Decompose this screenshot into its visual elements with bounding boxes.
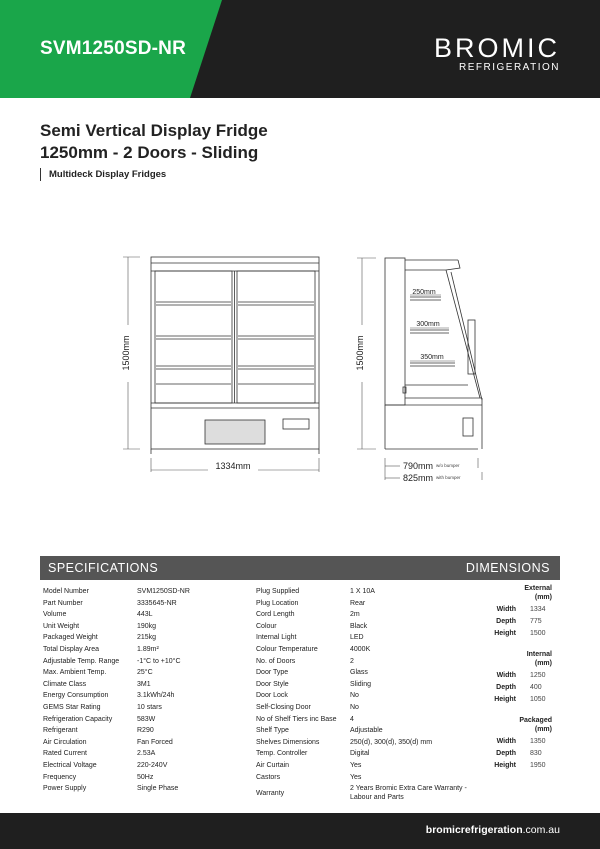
spec-value: 2: [350, 657, 354, 665]
spec-value: 583W: [137, 715, 156, 723]
spec-value: 10 stars: [137, 703, 162, 711]
spec-row: [256, 783, 471, 805]
product-title: [40, 120, 268, 164]
spec-value: 25°C: [137, 669, 153, 677]
spec-value: 215kg: [137, 634, 157, 642]
front-width-label: 1334mm: [215, 461, 251, 471]
spec-value: 4000K: [350, 645, 371, 653]
spec-row: [256, 737, 471, 749]
specifications-heading: SPECIFICATIONS: [48, 561, 159, 575]
dimension-value: 775: [530, 618, 542, 625]
dimension-row-depth: [490, 682, 560, 694]
dimensions-heading: DIMENSIONS: [465, 561, 550, 575]
dimension-value: 400: [530, 684, 542, 691]
dimension-row-width: [490, 670, 560, 682]
dimension-label: Width: [496, 606, 516, 613]
dimension-group: [490, 584, 560, 640]
product-category: Multideck Display Fridges: [40, 168, 166, 181]
dimension-label: Depth: [496, 750, 516, 757]
spec-label: Shelf Type: [256, 727, 289, 735]
spec-row: [43, 644, 248, 656]
spec-value: 1.89m²: [137, 645, 159, 653]
spec-label: Castors: [256, 773, 281, 781]
spec-value: Digital: [350, 750, 370, 758]
spec-value: Glass: [350, 669, 368, 677]
technical-drawing: [0, 240, 600, 490]
spec-value: Yes: [350, 773, 362, 781]
spec-label: Colour: [256, 622, 277, 630]
spec-label: No of Shelf Tiers inc Base: [256, 715, 337, 723]
depth-with-bumper: 825mm: [403, 473, 434, 483]
spec-row: [43, 598, 248, 610]
spec-value: Yes: [350, 761, 362, 769]
spec-row: [256, 609, 471, 621]
spec-row: [43, 632, 248, 644]
spec-value: [350, 784, 467, 805]
dimension-row-height: [490, 760, 560, 772]
spec-row: [43, 725, 248, 737]
spec-label: Rated Current: [43, 750, 87, 758]
title-line-1: Semi Vertical Display Fridge: [40, 121, 268, 140]
spec-row: [256, 748, 471, 760]
spec-row: [43, 783, 248, 795]
depth-without-bumper-note: w/o bumper: [436, 463, 460, 468]
dimension-value: 1050: [530, 696, 546, 703]
side-height-label: 1500mm: [355, 335, 365, 371]
spec-label: Part Number: [43, 599, 83, 607]
website-link[interactable]: [426, 824, 560, 836]
spec-label: Warranty: [256, 790, 285, 798]
spec-row: [256, 644, 471, 656]
brand-logo: [434, 34, 560, 74]
dimension-label: Depth: [496, 684, 516, 691]
shelf-2-depth: 300mm: [416, 321, 440, 328]
dimension-group-title: Internal: [526, 651, 552, 658]
dimension-group-title: (mm): [534, 726, 552, 733]
brand-subtitle: REFRIGERATION: [459, 62, 560, 73]
spec-value: Sliding: [350, 680, 372, 688]
dimension-label: Depth: [496, 618, 516, 625]
spec-row: [43, 667, 248, 679]
spec-value: 1 X 10A: [350, 588, 375, 595]
dimension-row-depth: [490, 748, 560, 760]
website-domain: .com.au: [522, 824, 560, 836]
dimension-group: [490, 650, 560, 706]
spec-row: [43, 679, 248, 691]
spec-row: [256, 702, 471, 714]
spec-value: No: [350, 703, 359, 711]
spec-value: 190kg: [137, 622, 157, 630]
spec-value: 220-240V: [137, 761, 168, 769]
spec-label: Air Circulation: [43, 738, 87, 746]
spec-label: Electrical Voltage: [43, 761, 97, 769]
side-depth-dimension: [385, 458, 482, 480]
depth-with-bumper-note: with bumper: [436, 475, 461, 480]
spec-label: No. of Doors: [256, 657, 296, 665]
spec-label: Refrigeration Capacity: [43, 715, 113, 723]
spec-header-bar: [40, 556, 560, 580]
depth-without-bumper: 790mm: [403, 461, 434, 471]
spec-row: [43, 748, 248, 760]
spec-value: Fan Forced: [137, 738, 173, 746]
spec-row: [256, 772, 471, 784]
brand-name: BROMIC: [434, 33, 560, 63]
dimension-group-title: External: [524, 585, 552, 592]
spec-label: Colour Temperature: [256, 645, 318, 653]
dimension-label: Height: [494, 696, 516, 703]
spec-row: [43, 586, 248, 598]
spec-value: Black: [350, 622, 368, 630]
dimension-row-width: [490, 736, 560, 748]
dimension-group-title: (mm): [534, 660, 552, 667]
spec-label: GEMS Star Rating: [43, 703, 101, 711]
specs-column-1: [43, 586, 248, 795]
header-banner: [0, 0, 600, 98]
shelf-1-depth: 250mm: [412, 289, 436, 296]
spec-row: [256, 690, 471, 702]
spec-label: Model Number: [43, 588, 89, 595]
spec-value: 3335645-NR: [137, 599, 177, 607]
dimension-label: Width: [496, 738, 516, 745]
spec-row: [256, 656, 471, 668]
spec-row: [43, 737, 248, 749]
spec-value: Single Phase: [137, 785, 179, 793]
dimension-value: 1334: [530, 606, 546, 613]
spec-row: [256, 725, 471, 737]
spec-value: R290: [137, 727, 154, 735]
spec-value: No: [350, 692, 359, 700]
dimension-value: 1250: [530, 672, 546, 679]
spec-label: Door Lock: [256, 692, 288, 700]
spec-label: Refrigerant: [43, 727, 78, 735]
spec-value-line: Labour and Parts: [350, 794, 404, 802]
spec-row: [43, 690, 248, 702]
spec-label: Door Type: [256, 669, 289, 677]
spec-row: [256, 679, 471, 691]
dimension-row-width: [490, 604, 560, 616]
spec-label: Climate Class: [43, 680, 87, 688]
specs-column-2: [256, 586, 471, 805]
shelf-dimension-lines: [410, 295, 455, 361]
spec-row: [43, 772, 248, 784]
spec-label: Temp. Controller: [256, 750, 308, 758]
spec-label: Adjustable Temp. Range: [43, 657, 120, 665]
spec-row: [256, 760, 471, 772]
spec-value: Adjustable: [350, 727, 383, 735]
footer-bar: [0, 813, 600, 849]
spec-row: [43, 702, 248, 714]
spec-row: [256, 598, 471, 610]
spec-value: 3M1: [137, 680, 151, 688]
spec-value: LED: [350, 634, 364, 642]
spec-row: [256, 667, 471, 679]
spec-row: [43, 609, 248, 621]
spec-value: 4: [350, 715, 354, 723]
dimension-group-title: Packaged: [519, 717, 552, 724]
spec-label: Self-Closing Door: [256, 703, 311, 711]
dimension-row-height: [490, 694, 560, 706]
dimensions-table: [490, 584, 560, 782]
spec-label: Door Style: [256, 680, 289, 688]
dimension-value: 830: [530, 750, 542, 757]
spec-label: Max. Ambient Temp.: [43, 669, 107, 677]
spec-value: SVM1250SD-NR: [137, 588, 190, 595]
spec-value: 2.53A: [137, 750, 156, 758]
spec-row: [43, 714, 248, 726]
dimension-value: 1350: [530, 738, 546, 745]
spec-row: [256, 714, 471, 726]
front-view: [151, 257, 319, 454]
spec-value: 443L: [137, 611, 153, 619]
spec-label: Cord Length: [256, 611, 295, 619]
dimension-label: Height: [494, 762, 516, 769]
spec-row: [256, 621, 471, 633]
spec-value: Rear: [350, 599, 366, 607]
spec-label: Packaged Weight: [43, 634, 98, 642]
shelf-3-depth: 350mm: [420, 354, 444, 361]
spec-label: Power Supply: [43, 785, 87, 793]
spec-row: [43, 621, 248, 633]
spec-value: -1°C to +10°C: [137, 657, 181, 665]
spec-row: [256, 586, 471, 598]
dimension-row-depth: [490, 616, 560, 628]
spec-label: Shelves Dimensions: [256, 738, 320, 746]
dimension-group: [490, 716, 560, 772]
dimension-value: 1500: [530, 630, 546, 637]
spec-value: 3.1kWh/24h: [137, 692, 175, 700]
spec-row: [256, 632, 471, 644]
spec-label: Unit Weight: [43, 622, 80, 630]
spec-label: Frequency: [43, 773, 77, 781]
spec-value: 2m: [350, 611, 360, 619]
website-name: bromicrefrigeration: [425, 824, 523, 836]
model-code: SVM1250SD-NR: [40, 38, 187, 59]
spec-label: Total Display Area: [43, 645, 100, 653]
spec-row: [43, 656, 248, 668]
spec-value: 50Hz: [137, 773, 154, 781]
spec-label: Air Curtain: [256, 761, 290, 769]
spec-label: Energy Consumption: [43, 692, 109, 700]
front-height-label: 1500mm: [121, 335, 131, 371]
dimension-value: 1950: [530, 762, 546, 769]
dimension-row-height: [490, 628, 560, 640]
dimension-label: Height: [494, 630, 516, 637]
spec-value-line: 2 Years Bromic Extra Care Warranty -: [350, 785, 467, 793]
spec-label: Internal Light: [256, 634, 297, 642]
dimension-group-title: (mm): [534, 594, 552, 601]
spec-value: 250(d), 300(d), 350(d) mm: [350, 738, 433, 746]
spec-label: Plug Supplied: [256, 588, 300, 595]
title-line-2: 1250mm - 2 Doors - Sliding: [40, 143, 259, 162]
dimension-label: Width: [496, 672, 516, 679]
spec-label: Plug Location: [256, 599, 299, 607]
spec-label: Volume: [43, 611, 67, 619]
spec-row: [43, 760, 248, 772]
